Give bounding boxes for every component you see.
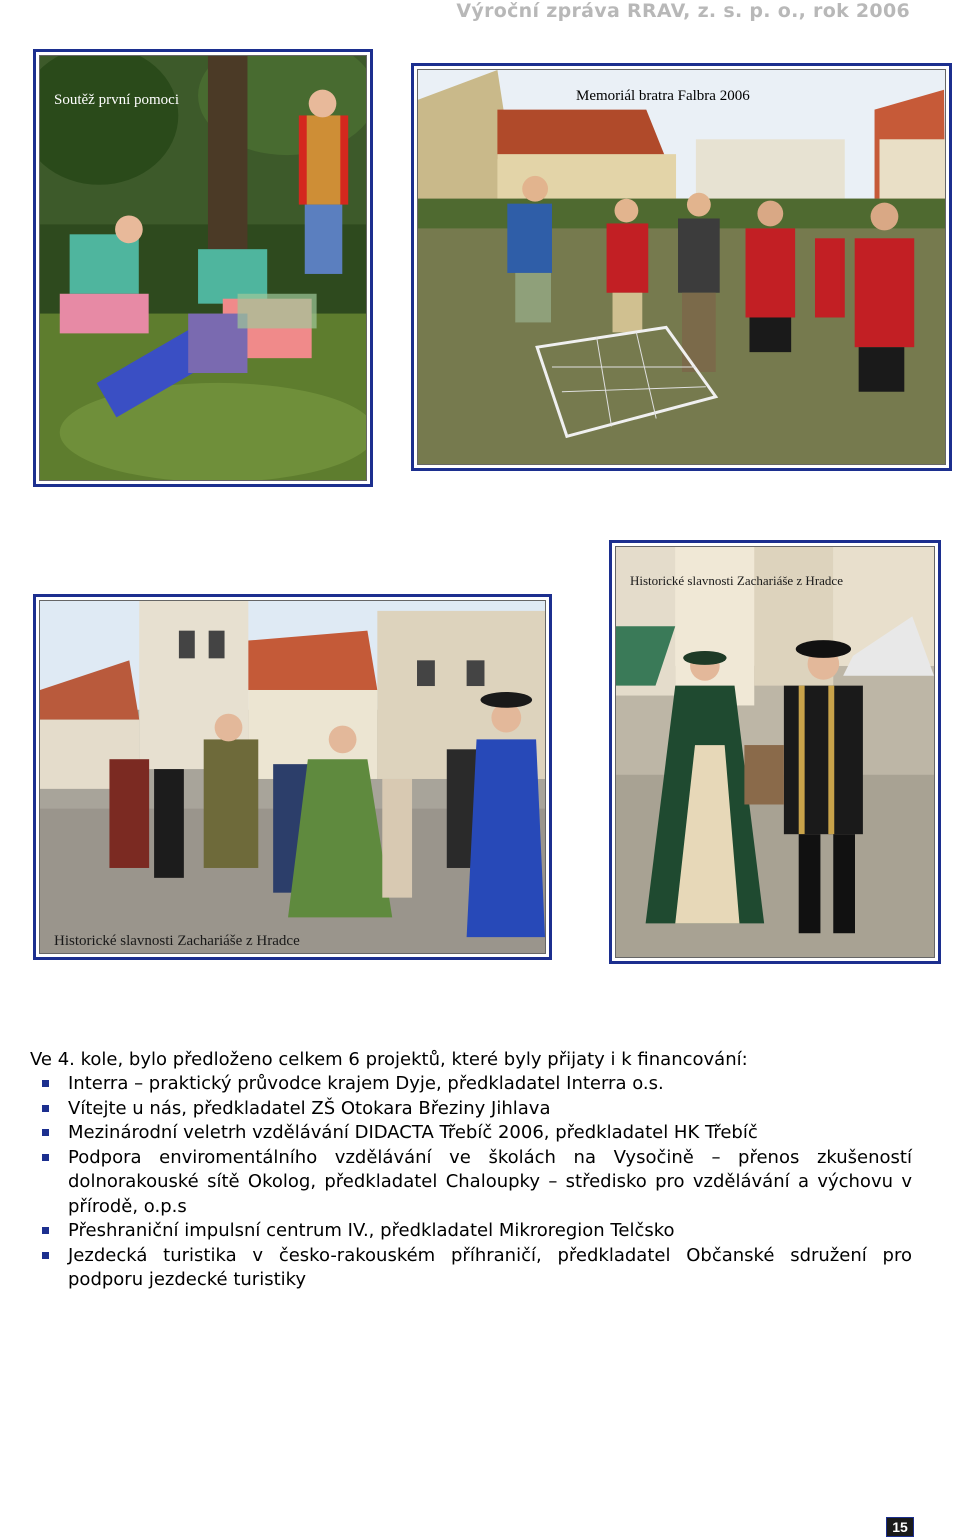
photo-first-aid-caption: Soutěž první pomoci xyxy=(54,92,179,108)
project-text: Jezdecká turistika v česko-rakouském příhraničí, předkladatel Občanské sdružení pro podporu jezdecké turistiky xyxy=(68,1244,912,1290)
project-text: Interra – praktický průvodce krajem Dyje, předkladatel Interra o.s. xyxy=(68,1073,664,1094)
project-text: Vítejte u nás, předkladatel ZŠ Otokara Březiny Jihlava xyxy=(68,1097,551,1119)
list-item xyxy=(40,1219,912,1244)
square-bullet-icon xyxy=(42,1129,49,1136)
festival-left-scene xyxy=(40,601,545,953)
projects-intro: Ve 4. kole, bylo předloženo celkem 6 projektů, které byly přijaty i k financování: xyxy=(30,1049,748,1070)
list-item xyxy=(40,1072,912,1097)
square-bullet-icon xyxy=(42,1154,49,1161)
square-bullet-icon xyxy=(42,1105,49,1112)
photo-festival-right-caption: Historické slavnosti Zachariáše z Hradce xyxy=(630,573,843,588)
photo-memorial xyxy=(411,63,952,471)
photo-festival-right xyxy=(609,540,941,964)
photo-memorial-caption: Memoriál bratra Falbra 2006 xyxy=(576,88,750,104)
photo-festival-left xyxy=(33,594,552,960)
photo-first-aid xyxy=(33,49,373,487)
list-item xyxy=(40,1097,912,1122)
page-number: 15 xyxy=(886,1517,914,1537)
photo-first-aid-image xyxy=(39,55,367,481)
photo-festival-left-image xyxy=(39,600,546,954)
festival-right-scene xyxy=(616,547,934,957)
photo-festival-right-image xyxy=(615,546,935,958)
square-bullet-icon xyxy=(42,1252,49,1259)
report-header-title: Výroční zpráva RRAV, z. s. p. o., rok 2006 xyxy=(456,0,910,22)
square-bullet-icon xyxy=(42,1227,49,1234)
project-text: Podpora enviromentálního vzdělávání ve školách na Vysočině – přenos zkušeností dolnorakouské sítě Okolog, předkladatel Chaloupky – středisko pro vzdělávání a výchovu v přírodě, o.p.s xyxy=(68,1146,912,1217)
memorial-scene xyxy=(418,70,945,464)
photo-festival-left-caption: Historické slavnosti Zachariáše z Hradce xyxy=(54,933,300,949)
square-bullet-icon xyxy=(42,1080,49,1087)
list-item xyxy=(40,1146,912,1220)
project-text: Přeshraniční impulsní centrum IV., předkladatel Mikroregion Telčsko xyxy=(68,1220,675,1241)
list-item xyxy=(40,1244,912,1293)
project-text: Mezinárodní veletrh vzdělávání DIDACTA Třebíč 2006, předkladatel HK Třebíč xyxy=(68,1122,758,1143)
first-aid-scene xyxy=(40,56,366,480)
projects-list xyxy=(40,1072,912,1293)
list-item xyxy=(40,1121,912,1146)
photo-memorial-image xyxy=(417,69,946,465)
